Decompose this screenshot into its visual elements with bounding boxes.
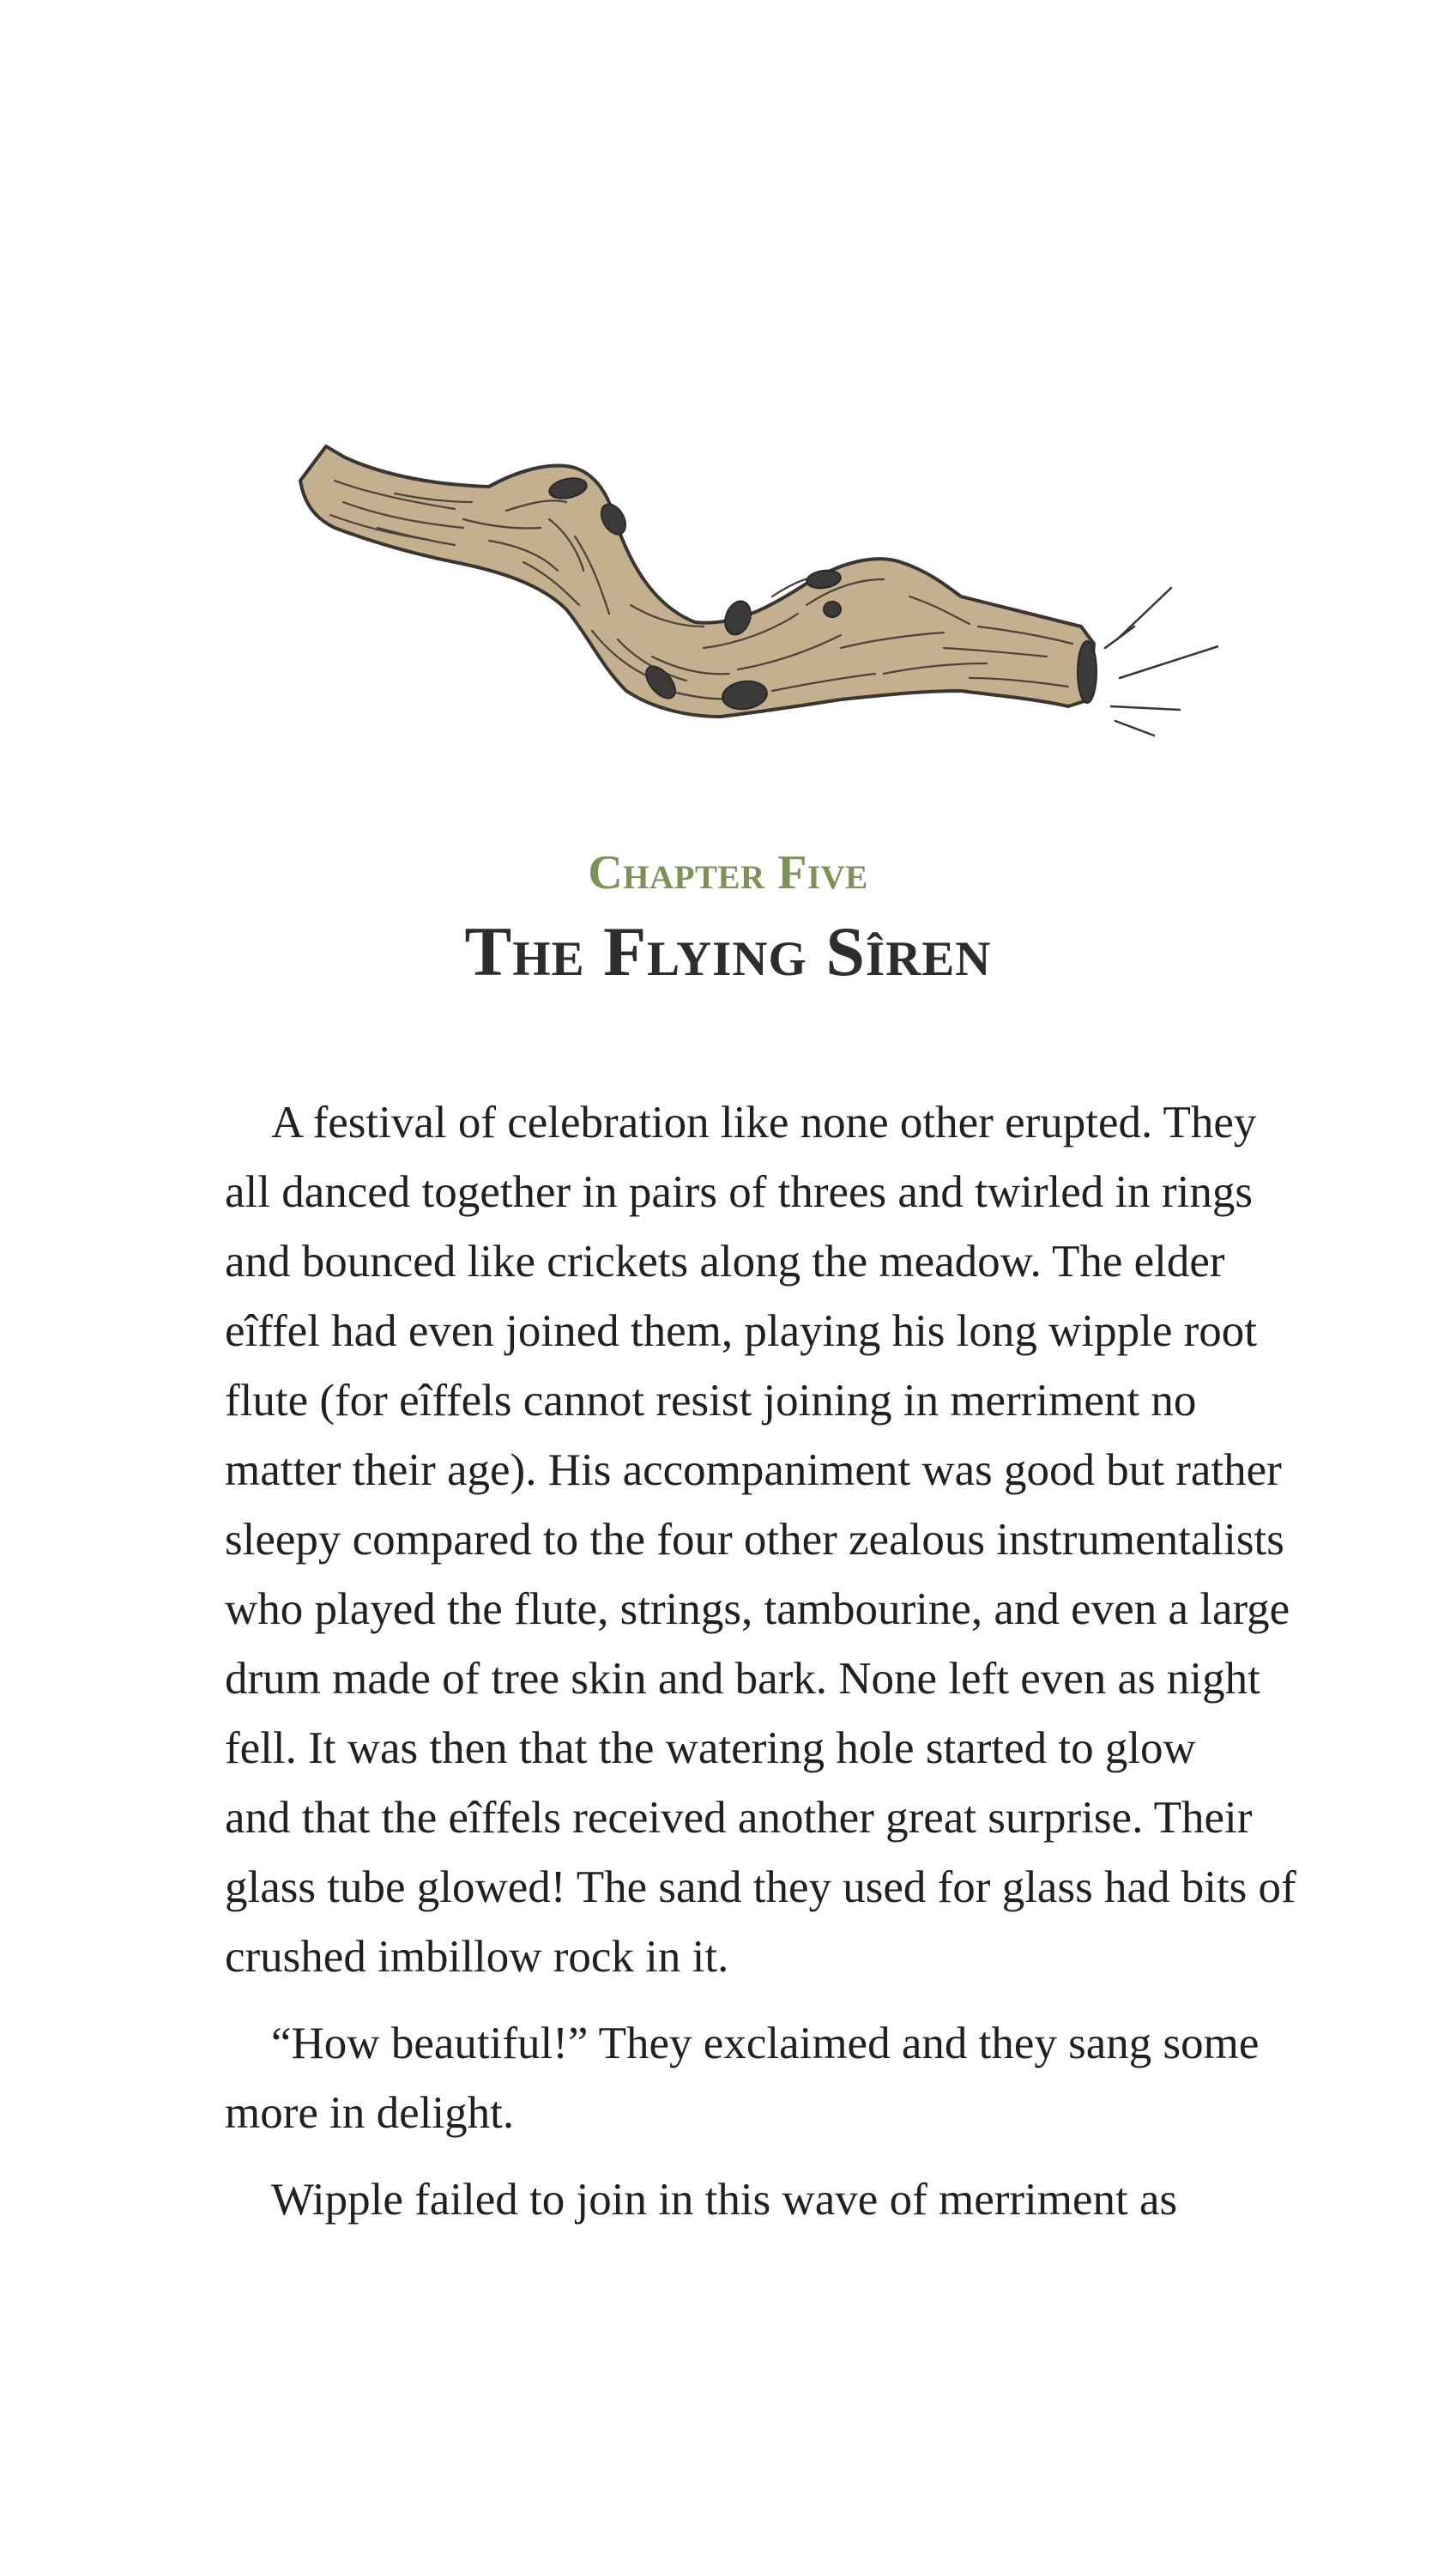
text-line: matter their age). His accompaniment was good but rather <box>225 1445 1282 1495</box>
wipple-root-flute-icon <box>292 433 1218 751</box>
paragraph <box>225 2165 1289 2235</box>
text-line: glass tube glowed! The sand they used for glass had bits of <box>225 1862 1296 1912</box>
paragraph <box>225 2009 1289 2148</box>
text-line: drum made of tree skin and bark. None left even as night <box>225 1654 1260 1704</box>
chapter-title: The Flying Sîren <box>464 912 992 990</box>
text-line: Wipple failed to join in this wave of merriment as <box>271 2175 1178 2225</box>
text-line: A festival of celebration like none other erupted. They <box>271 1098 1257 1147</box>
text-line: and bounced like crickets along the meadow. The elder <box>225 1237 1225 1287</box>
text-line: all danced together in pairs of threes and twirled in rings <box>225 1167 1254 1217</box>
flute-end-opening <box>1078 641 1097 703</box>
sound-lines <box>1105 588 1218 736</box>
chapter-label: Chapter Five <box>588 846 868 899</box>
text-line: crushed imbillow rock in it. <box>225 1932 729 1982</box>
text-line: more in delight. <box>225 2088 515 2138</box>
text-line: “How beautiful!” They exclaimed and they sang some <box>271 2019 1260 2068</box>
text-line: eîffel had even joined them, playing his long wipple root <box>225 1306 1258 1356</box>
paragraph <box>225 1088 1296 1992</box>
text-line: and that the eîffels received another great surprise. Their <box>225 1793 1253 1843</box>
text-line: who played the flute, strings, tambourine, and even a large <box>225 1584 1290 1634</box>
text-line: sleepy compared to the four other zealous instrumentalists <box>225 1515 1284 1565</box>
flute-body <box>300 446 1094 717</box>
text-line: flute (for eîffels cannot resist joining in merriment no <box>225 1376 1197 1426</box>
chapter-body <box>225 1088 1296 2252</box>
wipple-root-flute-illustration <box>292 433 1218 751</box>
text-line: fell. It was then that the watering hole started to glow <box>225 1723 1196 1773</box>
